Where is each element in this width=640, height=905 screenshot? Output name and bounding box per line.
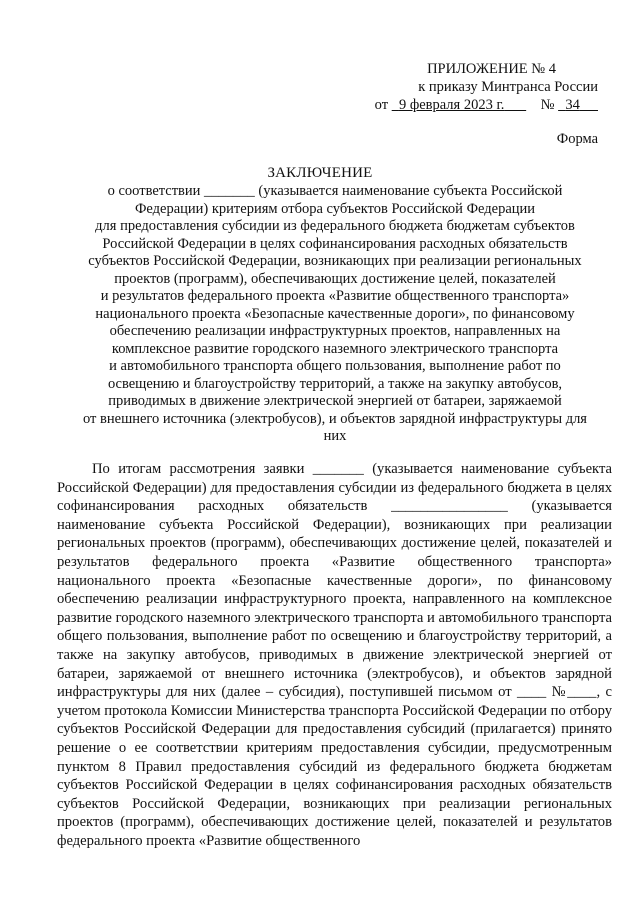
subtitle-line: проектов (программ), обеспечивающих достижение целей, показателей bbox=[114, 270, 556, 287]
annex-number: 34 bbox=[565, 97, 580, 113]
subtitle-line: освещению и благоустройству территорий, а также на закупку автобусов, bbox=[107, 375, 563, 392]
subtitle-line: национального проекта «Безопасные качественные дороги», по финансовому bbox=[95, 305, 575, 322]
subtitle-line: Российской Федерации в целях софинансирования расходных обязательств bbox=[102, 235, 568, 252]
document-body bbox=[57, 460, 612, 850]
subtitle-line: Федерации) критериям отбора субъектов Российской Федерации bbox=[134, 200, 536, 217]
subtitle-line: и результатов федерального проекта «Развитие общественного транспорта» bbox=[100, 288, 570, 304]
subtitle-line: от внешнего источника (электробусов), и объектов зарядной инфраструктуры для bbox=[83, 410, 587, 427]
document-subtitle bbox=[60, 183, 610, 446]
annex-title: ПРИЛОЖЕНИЕ № 4 bbox=[427, 61, 556, 77]
annex-header bbox=[338, 60, 598, 114]
annex-number-label: № bbox=[540, 97, 555, 113]
subtitle-line: о соответствии _______ (указывается наименование субъекта Российской bbox=[107, 183, 563, 199]
form-label: Форма bbox=[556, 131, 598, 147]
subtitle-line: них bbox=[323, 428, 347, 444]
subtitle-line: обеспечению реализации инфраструктурных проектов, направленных на bbox=[109, 323, 561, 339]
body-paragraph: По итогам рассмотрения заявки _______ (указывается наименование субъекта Российской Федерации) для предоставления субсидии из федерального бюджета в целях софинансирования расходных обязательств ________________ (указывается наименование субъекта Российской Федерации), возникающих при реализации региональных проектов (программ), обеспечивающих достижение целей, показателей и результатов федерального проекта «Развитие общественного транспорта» национального проекта «Безопасные качественные дороги», по финансовому обеспечению реализации инфраструктурного проекта, направленного на комплексное развитие городского наземного электрического транспорта и автомобильного транспорта общего пользования, выполнение работ по освещению и благоустройству территорий, а также на закупку автобусов, приводимых в движение электрической энергией от батареи, заряжаемой от внешнего источника (электробусов), и объектов зарядной инфраструктуры для них (далее – субсидия), поступившей письмом от ____ №____, с учетом протокола Комиссии Министерства транспорта Российской Федерации по отбору субъектов Российской Федерации для предоставления субсидий (прилагается) принято решение о ее соответствии критериям предоставления субсидии, предусмотренным пунктом 8 Правил предоставления субсидий из федерального бюджета бюджетам субъектов Российской Федерации в целях софинансирования расходных обязательств субъектов Российской Федерации, возникающих при реализации региональных проектов (программ), обеспечивающих достижение целей, показателей и результатов федерального проекта «Развитие общественного bbox=[57, 461, 612, 849]
document-title: ЗАКЛЮЧЕНИЕ bbox=[267, 165, 373, 181]
annex-date: 9 февраля 2023 г. bbox=[398, 97, 505, 113]
subtitle-line: приводимых в движение электрической энергией от батареи, заряжаемой bbox=[108, 393, 562, 409]
subtitle-line: и автомобильного транспорта общего пользования, выполнение работ по bbox=[109, 358, 561, 374]
subtitle-line: комплексное развитие городского наземного электрического транспорта bbox=[111, 340, 559, 357]
subtitle-line: субъектов Российской Федерации, возникающих при реализации региональных bbox=[88, 253, 582, 269]
annex-order-ref: к приказу Минтранса России bbox=[418, 79, 598, 95]
annex-from-label: от bbox=[374, 97, 389, 113]
annex-date-line bbox=[338, 96, 598, 114]
subtitle-line: для предоставления субсидии из федерального бюджета бюджетам субъектов bbox=[95, 218, 575, 234]
